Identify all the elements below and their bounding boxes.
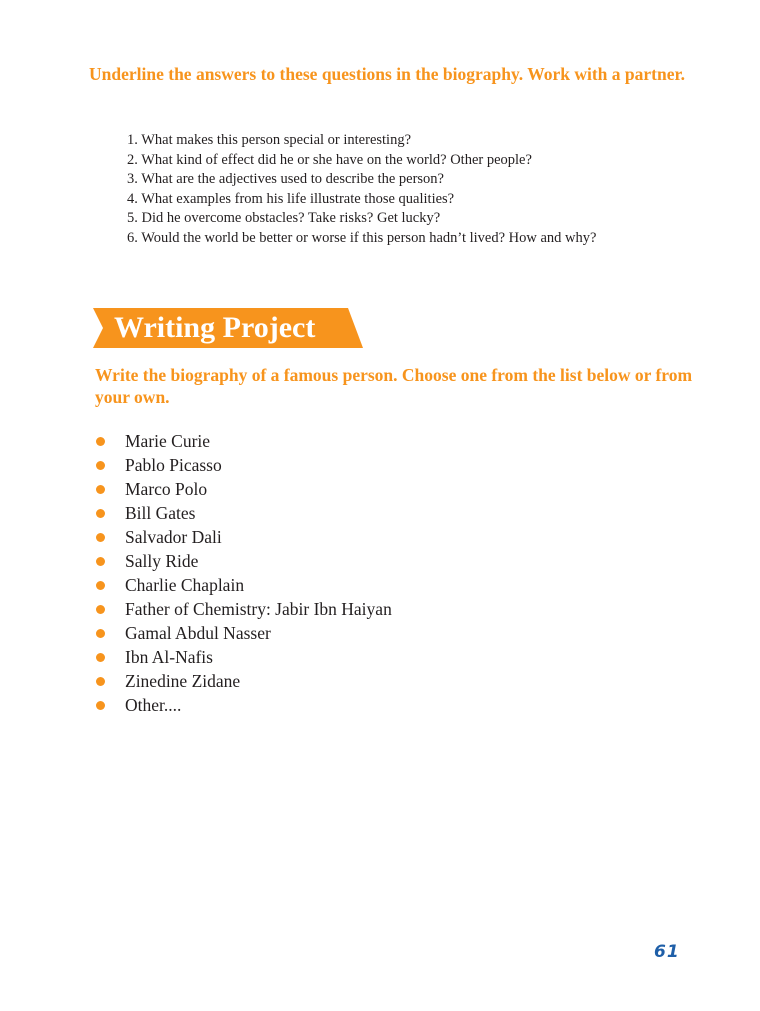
bullet-icon: [96, 485, 105, 494]
list-item: [95, 501, 392, 525]
bullet-icon: [96, 581, 105, 590]
list-item: [95, 549, 392, 573]
section-title: Writing Project: [114, 311, 316, 344]
person-name: Marie Curie: [125, 431, 211, 451]
person-name: Sally Ride: [125, 551, 199, 571]
bullet-icon: [96, 629, 105, 638]
person-name: Father of Chemistry: Jabir Ibn Haiyan: [125, 599, 392, 619]
list-item: [95, 645, 392, 669]
bullet-icon: [96, 509, 105, 518]
person-name: Marco Polo: [125, 479, 208, 499]
question-item: 4. What examples from his life illustrate those qualities?: [127, 190, 455, 207]
person-name: Pablo Picasso: [125, 455, 222, 475]
question-item: 2. What kind of effect did he or she have on the world? Other people?: [127, 151, 532, 168]
person-name: Charlie Chaplain: [125, 575, 245, 595]
bullet-icon: [96, 533, 105, 542]
person-name: Gamal Abdul Nasser: [125, 623, 271, 643]
page-number: 61: [654, 942, 680, 962]
person-name: Bill Gates: [125, 503, 196, 523]
list-item: [95, 693, 392, 717]
instruction-heading: Underline the answers to these questions in the biography. Work with a partner.: [89, 64, 686, 84]
person-name: Salvador Dali: [125, 527, 222, 547]
list-item: [95, 669, 392, 693]
person-name: Other....: [125, 695, 182, 715]
people-list: [95, 429, 392, 717]
section-banner: [93, 308, 363, 348]
bullet-icon: [96, 653, 105, 662]
bullet-icon: [96, 461, 105, 470]
list-item: [95, 621, 392, 645]
list-item: [95, 597, 392, 621]
bullet-icon: [96, 437, 105, 446]
question-item: 3. What are the adjectives used to describe the person?: [127, 171, 444, 187]
person-name: Ibn Al-Nafis: [125, 647, 213, 667]
list-item: [95, 525, 392, 549]
list-item: [95, 429, 392, 453]
question-item: 5. Did he overcome obstacles? Take risks? Get lucky?: [127, 210, 441, 226]
list-item: [95, 573, 392, 597]
bullet-icon: [96, 701, 105, 710]
list-item: [95, 477, 392, 501]
bullet-icon: [96, 677, 105, 686]
question-list: [127, 131, 596, 248]
person-name: Zinedine Zidane: [125, 671, 241, 691]
project-instruction: Write the biography of a famous person. Choose one from the list below or from your own.: [95, 365, 693, 407]
bullet-icon: [96, 605, 105, 614]
question-item: 6. Would the world be better or worse if this person hadn’t lived? How and why?: [127, 229, 597, 246]
question-item: 1. What makes this person special or interesting?: [127, 132, 412, 148]
list-item: [95, 453, 392, 477]
bullet-icon: [96, 557, 105, 566]
